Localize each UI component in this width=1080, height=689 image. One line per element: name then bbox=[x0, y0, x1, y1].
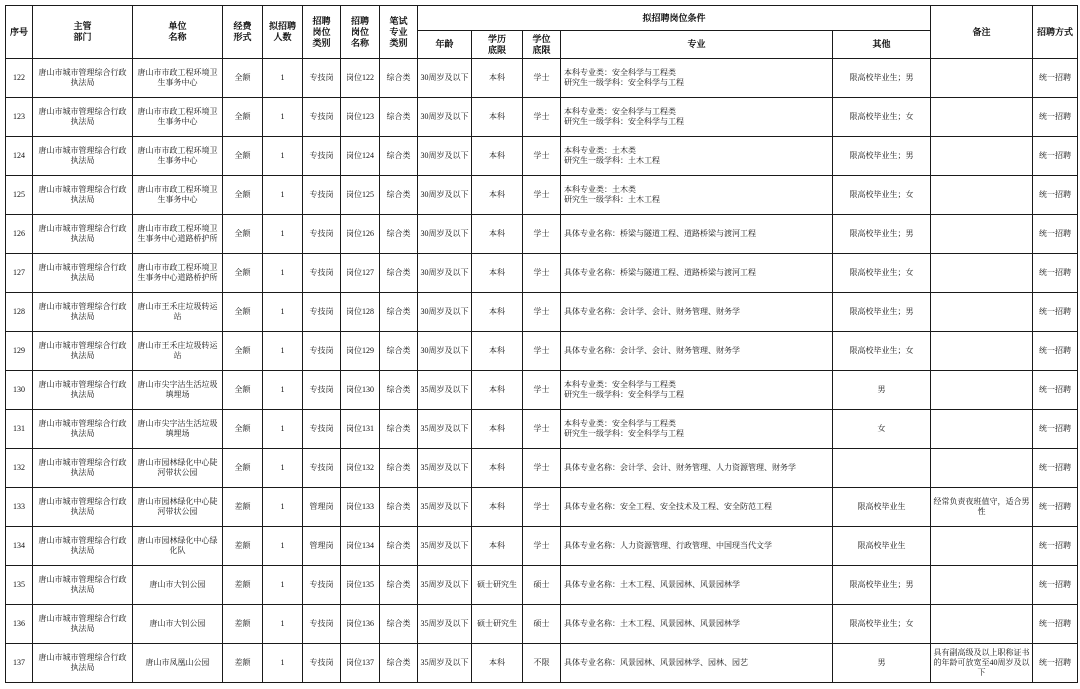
table-row bbox=[6, 371, 1078, 410]
cell-edu: 本科 bbox=[472, 527, 523, 566]
cell-dept: 唐山市城市管理综合行政执法局 bbox=[33, 332, 133, 371]
cell-other: 限高校毕业生；男 bbox=[833, 566, 931, 605]
cell-other: 限高校毕业生；女 bbox=[833, 98, 931, 137]
cell-method: 统一招聘 bbox=[1033, 410, 1078, 449]
cell-other: 限高校毕业生；女 bbox=[833, 176, 931, 215]
cell-dept: 唐山市城市管理综合行政执法局 bbox=[33, 371, 133, 410]
table-body bbox=[6, 59, 1078, 683]
cell-method: 统一招聘 bbox=[1033, 566, 1078, 605]
cell-method: 统一招聘 bbox=[1033, 215, 1078, 254]
cell-exam-type: 综合类 bbox=[380, 488, 418, 527]
cell-funding: 全额 bbox=[223, 293, 263, 332]
cell-seq: 125 bbox=[6, 176, 33, 215]
cell-other: 限高校毕业生；女 bbox=[833, 254, 931, 293]
cell-dept: 唐山市城市管理综合行政执法局 bbox=[33, 527, 133, 566]
table-row bbox=[6, 605, 1078, 644]
cell-post-type: 专技岗 bbox=[303, 98, 341, 137]
header-degree: 学位 底限 bbox=[523, 31, 561, 59]
table-row bbox=[6, 98, 1078, 137]
cell-age: 30周岁及以下 bbox=[418, 59, 472, 98]
cell-funding: 差额 bbox=[223, 644, 263, 683]
cell-exam-type: 综合类 bbox=[380, 254, 418, 293]
cell-count: 1 bbox=[263, 410, 303, 449]
cell-degree: 学士 bbox=[523, 215, 561, 254]
cell-unit: 唐山市市政工程环境卫生事务中心 bbox=[133, 98, 223, 137]
cell-method: 统一招聘 bbox=[1033, 59, 1078, 98]
cell-dept: 唐山市城市管理综合行政执法局 bbox=[33, 98, 133, 137]
cell-degree: 学士 bbox=[523, 410, 561, 449]
cell-dept: 唐山市城市管理综合行政执法局 bbox=[33, 488, 133, 527]
cell-remarks: 经常负责夜班值守，适合男性 bbox=[931, 488, 1033, 527]
cell-seq: 136 bbox=[6, 605, 33, 644]
cell-other: 女 bbox=[833, 410, 931, 449]
header-post-name: 招聘 岗位 名称 bbox=[341, 6, 380, 59]
cell-remarks bbox=[931, 527, 1033, 566]
cell-post-type: 管理岗 bbox=[303, 527, 341, 566]
cell-major: 本科专业类：安全科学与工程类 研究生一级学科：安全科学与工程 bbox=[561, 59, 833, 98]
cell-other: 限高校毕业生；男 bbox=[833, 59, 931, 98]
cell-unit: 唐山市市政工程环境卫生事务中心 bbox=[133, 137, 223, 176]
cell-count: 1 bbox=[263, 59, 303, 98]
cell-remarks bbox=[931, 332, 1033, 371]
cell-exam-type: 综合类 bbox=[380, 605, 418, 644]
cell-unit: 唐山市大钊公园 bbox=[133, 566, 223, 605]
cell-post-name: 岗位129 bbox=[341, 332, 380, 371]
cell-edu: 硕士研究生 bbox=[472, 605, 523, 644]
cell-unit: 唐山市市政工程环境卫生事务中心道路桥护所 bbox=[133, 254, 223, 293]
cell-age: 30周岁及以下 bbox=[418, 332, 472, 371]
cell-exam-type: 综合类 bbox=[380, 644, 418, 683]
cell-other: 限高校毕业生 bbox=[833, 527, 931, 566]
cell-dept: 唐山市城市管理综合行政执法局 bbox=[33, 644, 133, 683]
cell-funding: 全额 bbox=[223, 176, 263, 215]
cell-post-type: 专技岗 bbox=[303, 59, 341, 98]
header-other: 其他 bbox=[833, 31, 931, 59]
cell-count: 1 bbox=[263, 449, 303, 488]
cell-age: 30周岁及以下 bbox=[418, 215, 472, 254]
cell-post-name: 岗位133 bbox=[341, 488, 380, 527]
cell-unit: 唐山市园林绿化中心绿化队 bbox=[133, 527, 223, 566]
cell-post-type: 专技岗 bbox=[303, 176, 341, 215]
cell-post-type: 专技岗 bbox=[303, 371, 341, 410]
cell-funding: 全额 bbox=[223, 449, 263, 488]
cell-post-type: 专技岗 bbox=[303, 449, 341, 488]
cell-count: 1 bbox=[263, 605, 303, 644]
cell-post-type: 专技岗 bbox=[303, 644, 341, 683]
cell-seq: 123 bbox=[6, 98, 33, 137]
table-row bbox=[6, 332, 1078, 371]
cell-post-type: 专技岗 bbox=[303, 566, 341, 605]
cell-post-name: 岗位135 bbox=[341, 566, 380, 605]
table-row bbox=[6, 566, 1078, 605]
cell-post-name: 岗位131 bbox=[341, 410, 380, 449]
cell-post-type: 专技岗 bbox=[303, 215, 341, 254]
cell-method: 统一招聘 bbox=[1033, 176, 1078, 215]
cell-major: 本科专业类：土木类 研究生一级学科：土木工程 bbox=[561, 176, 833, 215]
cell-dept: 唐山市城市管理综合行政执法局 bbox=[33, 605, 133, 644]
cell-post-type: 专技岗 bbox=[303, 293, 341, 332]
cell-count: 1 bbox=[263, 254, 303, 293]
cell-exam-type: 综合类 bbox=[380, 566, 418, 605]
cell-other bbox=[833, 449, 931, 488]
table-header bbox=[6, 6, 1078, 59]
cell-dept: 唐山市城市管理综合行政执法局 bbox=[33, 293, 133, 332]
cell-post-name: 岗位124 bbox=[341, 137, 380, 176]
cell-age: 35周岁及以下 bbox=[418, 410, 472, 449]
cell-unit: 唐山市园林绿化中心陡河带状公园 bbox=[133, 449, 223, 488]
cell-remarks bbox=[931, 215, 1033, 254]
cell-funding: 差额 bbox=[223, 488, 263, 527]
cell-unit: 唐山市大钊公园 bbox=[133, 605, 223, 644]
table-row bbox=[6, 527, 1078, 566]
cell-post-name: 岗位132 bbox=[341, 449, 380, 488]
cell-exam-type: 综合类 bbox=[380, 215, 418, 254]
cell-major: 具体专业名称：桥梁与隧道工程、道路桥梁与渡河工程 bbox=[561, 215, 833, 254]
cell-degree: 不限 bbox=[523, 644, 561, 683]
cell-post-type: 专技岗 bbox=[303, 332, 341, 371]
cell-exam-type: 综合类 bbox=[380, 59, 418, 98]
cell-count: 1 bbox=[263, 527, 303, 566]
cell-post-name: 岗位134 bbox=[341, 527, 380, 566]
cell-exam-type: 综合类 bbox=[380, 449, 418, 488]
table-row bbox=[6, 215, 1078, 254]
cell-seq: 132 bbox=[6, 449, 33, 488]
cell-edu: 硕士研究生 bbox=[472, 566, 523, 605]
cell-age: 35周岁及以下 bbox=[418, 566, 472, 605]
cell-degree: 学士 bbox=[523, 98, 561, 137]
cell-seq: 137 bbox=[6, 644, 33, 683]
cell-edu: 本科 bbox=[472, 137, 523, 176]
cell-dept: 唐山市城市管理综合行政执法局 bbox=[33, 566, 133, 605]
cell-exam-type: 综合类 bbox=[380, 137, 418, 176]
cell-major: 具体专业名称：安全工程、安全技术及工程、安全防范工程 bbox=[561, 488, 833, 527]
cell-edu: 本科 bbox=[472, 644, 523, 683]
cell-method: 统一招聘 bbox=[1033, 644, 1078, 683]
table-row bbox=[6, 293, 1078, 332]
cell-unit: 唐山市王禾庄垃圾转运站 bbox=[133, 332, 223, 371]
cell-age: 35周岁及以下 bbox=[418, 371, 472, 410]
header-dept: 主管 部门 bbox=[33, 6, 133, 59]
cell-remarks bbox=[931, 59, 1033, 98]
cell-dept: 唐山市城市管理综合行政执法局 bbox=[33, 410, 133, 449]
cell-exam-type: 综合类 bbox=[380, 176, 418, 215]
cell-method: 统一招聘 bbox=[1033, 254, 1078, 293]
cell-age: 30周岁及以下 bbox=[418, 98, 472, 137]
cell-funding: 全额 bbox=[223, 254, 263, 293]
cell-exam-type: 综合类 bbox=[380, 293, 418, 332]
cell-degree: 学士 bbox=[523, 59, 561, 98]
header-funding: 经费 形式 bbox=[223, 6, 263, 59]
cell-remarks bbox=[931, 605, 1033, 644]
cell-unit: 唐山市园林绿化中心陡河带状公园 bbox=[133, 488, 223, 527]
cell-post-name: 岗位126 bbox=[341, 215, 380, 254]
cell-other: 男 bbox=[833, 644, 931, 683]
cell-seq: 130 bbox=[6, 371, 33, 410]
cell-age: 35周岁及以下 bbox=[418, 488, 472, 527]
cell-remarks: 具有副高级及以上职称证书的年龄可放宽至40周岁及以下 bbox=[931, 644, 1033, 683]
cell-degree: 学士 bbox=[523, 254, 561, 293]
cell-age: 30周岁及以下 bbox=[418, 293, 472, 332]
cell-method: 统一招聘 bbox=[1033, 332, 1078, 371]
cell-unit: 唐山市凤凰山公园 bbox=[133, 644, 223, 683]
cell-degree: 学士 bbox=[523, 449, 561, 488]
cell-other: 限高校毕业生 bbox=[833, 488, 931, 527]
cell-other: 限高校毕业生；女 bbox=[833, 332, 931, 371]
cell-unit: 唐山市王禾庄垃圾转运站 bbox=[133, 293, 223, 332]
cell-post-name: 岗位127 bbox=[341, 254, 380, 293]
cell-post-name: 岗位123 bbox=[341, 98, 380, 137]
cell-seq: 134 bbox=[6, 527, 33, 566]
cell-major: 具体专业名称：土木工程、风景园林、风景园林学 bbox=[561, 566, 833, 605]
cell-count: 1 bbox=[263, 98, 303, 137]
cell-count: 1 bbox=[263, 371, 303, 410]
cell-post-name: 岗位130 bbox=[341, 371, 380, 410]
cell-remarks bbox=[931, 449, 1033, 488]
cell-degree: 学士 bbox=[523, 176, 561, 215]
cell-funding: 全额 bbox=[223, 371, 263, 410]
cell-edu: 本科 bbox=[472, 371, 523, 410]
cell-remarks bbox=[931, 371, 1033, 410]
cell-dept: 唐山市城市管理综合行政执法局 bbox=[33, 176, 133, 215]
cell-degree: 学士 bbox=[523, 371, 561, 410]
cell-count: 1 bbox=[263, 332, 303, 371]
cell-edu: 本科 bbox=[472, 176, 523, 215]
cell-age: 30周岁及以下 bbox=[418, 137, 472, 176]
cell-count: 1 bbox=[263, 488, 303, 527]
cell-remarks bbox=[931, 98, 1033, 137]
cell-dept: 唐山市城市管理综合行政执法局 bbox=[33, 254, 133, 293]
cell-funding: 差额 bbox=[223, 605, 263, 644]
cell-post-type: 管理岗 bbox=[303, 488, 341, 527]
cell-post-name: 岗位136 bbox=[341, 605, 380, 644]
header-unit: 单位 名称 bbox=[133, 6, 223, 59]
cell-exam-type: 综合类 bbox=[380, 527, 418, 566]
cell-method: 统一招聘 bbox=[1033, 137, 1078, 176]
cell-dept: 唐山市城市管理综合行政执法局 bbox=[33, 59, 133, 98]
cell-seq: 128 bbox=[6, 293, 33, 332]
cell-seq: 133 bbox=[6, 488, 33, 527]
cell-unit: 唐山市市政工程环境卫生事务中心道路桥护所 bbox=[133, 215, 223, 254]
cell-age: 30周岁及以下 bbox=[418, 254, 472, 293]
cell-degree: 学士 bbox=[523, 332, 561, 371]
cell-count: 1 bbox=[263, 137, 303, 176]
header-exam-type: 笔试 专业 类别 bbox=[380, 6, 418, 59]
cell-other: 限高校毕业生；男 bbox=[833, 293, 931, 332]
cell-major: 本科专业类：安全科学与工程类 研究生一级学科：安全科学与工程 bbox=[561, 410, 833, 449]
cell-degree: 硕士 bbox=[523, 566, 561, 605]
cell-age: 35周岁及以下 bbox=[418, 449, 472, 488]
cell-age: 30周岁及以下 bbox=[418, 176, 472, 215]
cell-edu: 本科 bbox=[472, 332, 523, 371]
cell-degree: 学士 bbox=[523, 137, 561, 176]
cell-exam-type: 综合类 bbox=[380, 371, 418, 410]
cell-major: 本科专业类：土木类 研究生一级学科：土木工程 bbox=[561, 137, 833, 176]
cell-degree: 学士 bbox=[523, 527, 561, 566]
cell-method: 统一招聘 bbox=[1033, 605, 1078, 644]
cell-funding: 全额 bbox=[223, 410, 263, 449]
cell-seq: 124 bbox=[6, 137, 33, 176]
cell-edu: 本科 bbox=[472, 410, 523, 449]
cell-edu: 本科 bbox=[472, 254, 523, 293]
cell-unit: 唐山市市政工程环境卫生事务中心 bbox=[133, 59, 223, 98]
table-row bbox=[6, 137, 1078, 176]
cell-age: 35周岁及以下 bbox=[418, 644, 472, 683]
cell-funding: 差额 bbox=[223, 566, 263, 605]
header-method: 招聘方式 bbox=[1033, 6, 1078, 59]
cell-remarks bbox=[931, 293, 1033, 332]
cell-degree: 学士 bbox=[523, 293, 561, 332]
cell-degree: 学士 bbox=[523, 488, 561, 527]
cell-other: 限高校毕业生；男 bbox=[833, 137, 931, 176]
cell-post-name: 岗位137 bbox=[341, 644, 380, 683]
table-row bbox=[6, 410, 1078, 449]
cell-exam-type: 综合类 bbox=[380, 98, 418, 137]
cell-other: 限高校毕业生；女 bbox=[833, 605, 931, 644]
cell-funding: 全额 bbox=[223, 59, 263, 98]
cell-method: 统一招聘 bbox=[1033, 293, 1078, 332]
cell-post-type: 专技岗 bbox=[303, 137, 341, 176]
cell-count: 1 bbox=[263, 176, 303, 215]
cell-remarks bbox=[931, 566, 1033, 605]
cell-other: 限高校毕业生；男 bbox=[833, 215, 931, 254]
cell-count: 1 bbox=[263, 644, 303, 683]
header-conditions: 拟招聘岗位条件 bbox=[418, 6, 931, 31]
cell-unit: 唐山市尖字沽生活垃圾填埋场 bbox=[133, 371, 223, 410]
cell-edu: 本科 bbox=[472, 488, 523, 527]
cell-funding: 差额 bbox=[223, 527, 263, 566]
cell-remarks bbox=[931, 137, 1033, 176]
cell-age: 35周岁及以下 bbox=[418, 527, 472, 566]
cell-major: 本科专业类：安全科学与工程类 研究生一级学科：安全科学与工程 bbox=[561, 98, 833, 137]
cell-major: 本科专业类：安全科学与工程类 研究生一级学科：安全科学与工程 bbox=[561, 371, 833, 410]
cell-count: 1 bbox=[263, 293, 303, 332]
cell-seq: 122 bbox=[6, 59, 33, 98]
cell-age: 35周岁及以下 bbox=[418, 605, 472, 644]
header-age: 年龄 bbox=[418, 31, 472, 59]
cell-major: 具体专业名称：土木工程、风景园林、风景园林学 bbox=[561, 605, 833, 644]
cell-count: 1 bbox=[263, 215, 303, 254]
table-row bbox=[6, 176, 1078, 215]
cell-major: 具体专业名称：人力资源管理、行政管理、中国现当代文学 bbox=[561, 527, 833, 566]
cell-seq: 127 bbox=[6, 254, 33, 293]
header-remarks: 备注 bbox=[931, 6, 1033, 59]
cell-seq: 135 bbox=[6, 566, 33, 605]
cell-post-name: 岗位122 bbox=[341, 59, 380, 98]
cell-count: 1 bbox=[263, 566, 303, 605]
cell-major: 具体专业名称：风景园林、风景园林学、园林、园艺 bbox=[561, 644, 833, 683]
cell-major: 具体专业名称：桥梁与隧道工程、道路桥梁与渡河工程 bbox=[561, 254, 833, 293]
cell-major: 具体专业名称：会计学、会计、财务管理、财务学 bbox=[561, 332, 833, 371]
cell-edu: 本科 bbox=[472, 293, 523, 332]
header-count: 拟招聘 人数 bbox=[263, 6, 303, 59]
cell-post-name: 岗位125 bbox=[341, 176, 380, 215]
recruitment-table bbox=[5, 5, 1078, 683]
cell-exam-type: 综合类 bbox=[380, 332, 418, 371]
table-row bbox=[6, 254, 1078, 293]
cell-remarks bbox=[931, 254, 1033, 293]
header-post-type: 招聘 岗位 类别 bbox=[303, 6, 341, 59]
cell-edu: 本科 bbox=[472, 59, 523, 98]
header-row-top bbox=[6, 6, 1078, 31]
header-seq: 序号 bbox=[6, 6, 33, 59]
cell-method: 统一招聘 bbox=[1033, 371, 1078, 410]
cell-method: 统一招聘 bbox=[1033, 488, 1078, 527]
cell-method: 统一招聘 bbox=[1033, 449, 1078, 488]
cell-funding: 全额 bbox=[223, 98, 263, 137]
cell-exam-type: 综合类 bbox=[380, 410, 418, 449]
cell-method: 统一招聘 bbox=[1033, 98, 1078, 137]
cell-seq: 129 bbox=[6, 332, 33, 371]
cell-post-type: 专技岗 bbox=[303, 410, 341, 449]
cell-edu: 本科 bbox=[472, 449, 523, 488]
cell-unit: 唐山市市政工程环境卫生事务中心 bbox=[133, 176, 223, 215]
cell-funding: 全额 bbox=[223, 215, 263, 254]
cell-funding: 全额 bbox=[223, 137, 263, 176]
cell-remarks bbox=[931, 176, 1033, 215]
cell-seq: 131 bbox=[6, 410, 33, 449]
cell-other: 男 bbox=[833, 371, 931, 410]
table-row bbox=[6, 644, 1078, 683]
cell-funding: 全额 bbox=[223, 332, 263, 371]
cell-edu: 本科 bbox=[472, 98, 523, 137]
cell-post-type: 专技岗 bbox=[303, 605, 341, 644]
cell-seq: 126 bbox=[6, 215, 33, 254]
cell-dept: 唐山市城市管理综合行政执法局 bbox=[33, 215, 133, 254]
cell-edu: 本科 bbox=[472, 215, 523, 254]
cell-degree: 硕士 bbox=[523, 605, 561, 644]
cell-unit: 唐山市尖字沽生活垃圾填埋场 bbox=[133, 410, 223, 449]
cell-dept: 唐山市城市管理综合行政执法局 bbox=[33, 137, 133, 176]
cell-method: 统一招聘 bbox=[1033, 527, 1078, 566]
cell-post-name: 岗位128 bbox=[341, 293, 380, 332]
cell-major: 具体专业名称：会计学、会计、财务管理、财务学 bbox=[561, 293, 833, 332]
cell-dept: 唐山市城市管理综合行政执法局 bbox=[33, 449, 133, 488]
header-edu: 学历 底限 bbox=[472, 31, 523, 59]
header-major: 专业 bbox=[561, 31, 833, 59]
table-row bbox=[6, 59, 1078, 98]
cell-major: 具体专业名称：会计学、会计、财务管理、人力资源管理、财务学 bbox=[561, 449, 833, 488]
cell-post-type: 专技岗 bbox=[303, 254, 341, 293]
cell-remarks bbox=[931, 410, 1033, 449]
table-row bbox=[6, 449, 1078, 488]
table-row bbox=[6, 488, 1078, 527]
